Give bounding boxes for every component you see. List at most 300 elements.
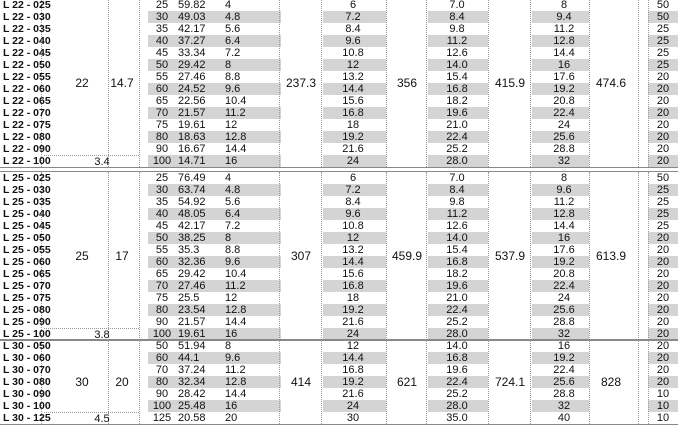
cell-pk: 25 xyxy=(656,220,670,232)
cell-v4: 24 xyxy=(557,119,571,131)
cell-pk: 20 xyxy=(656,95,670,107)
cell-v1: 12 xyxy=(225,119,238,131)
cell-m: 44.1 xyxy=(178,352,200,364)
cell-pk: 20 xyxy=(656,268,670,280)
cell-v1: 4 xyxy=(225,0,232,11)
cell-v4: 14.4 xyxy=(553,47,575,59)
cell-code: L 22 - 035 xyxy=(3,23,51,35)
cell-len: 90 xyxy=(155,316,169,328)
cell-len: 60 xyxy=(155,83,169,95)
cell-m: 32.34 xyxy=(178,376,206,388)
cell-len: 30 xyxy=(155,11,169,23)
cell-v4: 16 xyxy=(557,59,571,71)
cell-v1: 10.4 xyxy=(225,95,247,107)
cell-m: 48.05 xyxy=(178,208,206,220)
cell-v3: 14.0 xyxy=(446,232,468,244)
cell-len: 25 xyxy=(155,172,169,184)
cell-v2: 12 xyxy=(346,232,360,244)
cell-len: 90 xyxy=(155,388,169,400)
value-s2: 621 xyxy=(396,375,418,389)
cell-v1: 8 xyxy=(225,340,232,352)
cell-v3: 7.0 xyxy=(449,172,465,184)
cell-pk: 50 xyxy=(656,0,670,11)
cell-v2: 14.4 xyxy=(342,352,364,364)
cell-v3: 8.4 xyxy=(449,11,465,23)
dimension-b: 20 xyxy=(115,375,129,389)
cell-v3: 21.0 xyxy=(446,119,468,131)
cell-v4: 32 xyxy=(557,155,571,167)
cell-v4: 20.8 xyxy=(553,95,575,107)
column-divider xyxy=(589,340,590,424)
cell-v2: 10.8 xyxy=(342,47,364,59)
cell-m: 37.27 xyxy=(178,35,206,47)
cell-v4: 17.6 xyxy=(553,71,575,83)
column-divider xyxy=(386,0,387,167)
cell-m: 38.25 xyxy=(178,232,206,244)
cell-pk: 20 xyxy=(656,143,670,155)
cell-pk: 20 xyxy=(656,155,670,167)
cell-m: 20.58 xyxy=(178,412,206,424)
cell-v1: 12.8 xyxy=(225,304,247,316)
cell-pk: 20 xyxy=(656,232,670,244)
cell-v3: 25.2 xyxy=(446,388,468,400)
cell-v2: 21.6 xyxy=(342,316,364,328)
cell-v4: 19.2 xyxy=(553,256,575,268)
cell-len: 125 xyxy=(152,412,172,424)
cell-pk: 25 xyxy=(656,184,670,196)
cell-len: 55 xyxy=(155,71,169,83)
value-s3: 537.9 xyxy=(494,249,526,263)
cell-code: L 22 - 080 xyxy=(3,131,51,143)
cell-v3: 16.8 xyxy=(446,352,468,364)
cell-pk: 50 xyxy=(656,172,670,184)
cell-len: 75 xyxy=(155,292,169,304)
cell-m: 25.5 xyxy=(178,292,200,304)
value-s2: 459.9 xyxy=(391,249,423,263)
cell-v1: 8.8 xyxy=(225,244,241,256)
cell-v1: 11.2 xyxy=(225,364,246,376)
cell-v1: 8.8 xyxy=(225,71,241,83)
cell-v2: 12 xyxy=(346,340,360,352)
cell-code: L 30 - 070 xyxy=(3,364,51,376)
cell-len: 50 xyxy=(155,340,169,352)
cell-v3: 16.8 xyxy=(446,83,468,95)
cell-m: 23.54 xyxy=(178,304,206,316)
cell-v3: 11.2 xyxy=(446,35,468,47)
cell-len: 45 xyxy=(155,47,169,59)
cell-v1: 9.6 xyxy=(225,352,241,364)
cell-code: L 25 - 060 xyxy=(3,256,51,268)
cell-v4: 22.4 xyxy=(553,280,575,292)
cell-v1: 5.6 xyxy=(225,196,241,208)
cell-v3: 7.0 xyxy=(449,0,465,11)
cell-m: 19.61 xyxy=(178,119,206,131)
column-divider xyxy=(638,172,639,340)
cell-code: L 30 - 100 xyxy=(3,400,51,412)
cell-v1: 12.8 xyxy=(225,131,247,143)
cell-pk: 20 xyxy=(656,328,670,340)
cell-len: 90 xyxy=(155,143,169,155)
dimension-divider xyxy=(44,412,139,413)
cell-m: 29.42 xyxy=(178,268,206,280)
cell-v1: 5.6 xyxy=(225,23,241,35)
value-s1: 414 xyxy=(290,375,312,389)
cell-v1: 14.4 xyxy=(225,143,247,155)
cell-len: 80 xyxy=(155,376,169,388)
cell-v3: 25.2 xyxy=(446,316,468,328)
cell-v3: 14.0 xyxy=(446,59,468,71)
column-divider xyxy=(386,340,387,424)
cell-v2: 15.6 xyxy=(342,95,364,107)
cell-v2: 6 xyxy=(349,0,357,11)
column-divider xyxy=(648,0,649,167)
cell-v4: 22.4 xyxy=(553,107,575,119)
cell-m: 42.17 xyxy=(178,23,206,35)
cell-v4: 14.4 xyxy=(553,220,575,232)
cell-len: 65 xyxy=(155,268,169,280)
column-divider xyxy=(589,0,590,167)
cell-len: 70 xyxy=(155,107,169,119)
cell-code: L 30 - 060 xyxy=(3,352,51,364)
cell-v1: 4.8 xyxy=(225,184,241,196)
cell-v1: 16 xyxy=(225,400,238,412)
cell-v2: 7.2 xyxy=(345,11,361,23)
cell-code: L 30 - 050 xyxy=(3,340,51,352)
cell-code: L 25 - 055 xyxy=(3,244,51,256)
column-divider xyxy=(321,172,322,340)
column-divider xyxy=(279,172,280,340)
cell-len: 50 xyxy=(155,232,169,244)
cell-len: 25 xyxy=(155,0,169,11)
column-divider xyxy=(426,172,427,340)
cell-code: L 25 - 070 xyxy=(3,280,51,292)
cell-len: 35 xyxy=(155,196,169,208)
cell-len: 65 xyxy=(155,95,169,107)
dimension-a: 30 xyxy=(75,375,89,389)
cell-v3: 15.4 xyxy=(446,71,468,83)
cell-v2: 10.8 xyxy=(342,220,364,232)
cell-v3: 9.8 xyxy=(449,23,465,35)
dimension-b: 17 xyxy=(115,249,129,263)
column-divider xyxy=(279,340,280,424)
dimension-divider xyxy=(44,328,139,329)
cell-len: 70 xyxy=(155,280,169,292)
column-divider xyxy=(321,0,322,167)
cell-len: 55 xyxy=(155,244,169,256)
cell-len: 40 xyxy=(155,208,169,220)
cell-pk: 20 xyxy=(656,131,670,143)
cell-pk: 20 xyxy=(656,304,670,316)
cell-pk: 25 xyxy=(656,196,670,208)
cell-v4: 28.8 xyxy=(553,388,575,400)
cell-pk: 50 xyxy=(656,11,670,23)
cell-v2: 21.6 xyxy=(342,143,364,155)
cell-m: 37.24 xyxy=(178,364,206,376)
cell-pk: 25 xyxy=(656,208,670,220)
cell-code: L 22 - 050 xyxy=(3,59,51,71)
cell-pk: 10 xyxy=(656,400,670,412)
cell-len: 60 xyxy=(155,256,169,268)
cell-v2: 19.2 xyxy=(342,376,364,388)
cell-len: 50 xyxy=(155,59,169,71)
column-divider xyxy=(648,172,649,340)
cell-v4: 11.2 xyxy=(553,23,575,35)
cell-v3: 12.6 xyxy=(446,220,468,232)
cell-v1: 4.8 xyxy=(225,11,241,23)
cell-v3: 8.4 xyxy=(449,184,465,196)
column-divider xyxy=(530,172,531,340)
cell-v4: 22.4 xyxy=(553,364,575,376)
cell-len: 40 xyxy=(155,35,169,47)
cell-v3: 19.6 xyxy=(446,280,468,292)
cell-v3: 21.0 xyxy=(446,292,468,304)
cell-m: 24.52 xyxy=(178,83,206,95)
value-s4: 828 xyxy=(600,375,622,389)
column-divider xyxy=(638,0,639,167)
cell-pk: 20 xyxy=(656,244,670,256)
cell-v3: 9.8 xyxy=(449,196,465,208)
value-s3: 415.9 xyxy=(494,76,526,90)
cell-m: 51.94 xyxy=(178,340,206,352)
cell-pk: 20 xyxy=(656,256,670,268)
cell-len: 35 xyxy=(155,23,169,35)
value-s1: 237.3 xyxy=(285,76,317,90)
cell-m: 63.74 xyxy=(178,184,206,196)
column-divider xyxy=(488,172,489,340)
cell-code: L 25 - 050 xyxy=(3,232,51,244)
cell-m: 28.42 xyxy=(178,388,206,400)
cell-m: 22.56 xyxy=(178,95,206,107)
cell-v1: 16 xyxy=(225,328,238,340)
cell-v2: 9.6 xyxy=(345,208,361,220)
dimension-divider xyxy=(44,155,139,156)
cell-v3: 22.4 xyxy=(446,131,468,143)
cell-v1: 14.4 xyxy=(225,388,247,400)
cell-code: L 22 - 070 xyxy=(3,107,51,119)
cell-v4: 20.8 xyxy=(553,268,575,280)
cell-v2: 24 xyxy=(346,155,360,167)
cell-v2: 24 xyxy=(346,328,360,340)
cell-v4: 32 xyxy=(557,328,571,340)
cell-code: L 22 - 055 xyxy=(3,71,51,83)
cell-m: 27.46 xyxy=(178,71,206,83)
cell-v2: 13.2 xyxy=(342,71,364,83)
cell-v3: 18.2 xyxy=(446,95,468,107)
cell-len: 60 xyxy=(155,352,169,364)
cell-v1: 11.2 xyxy=(225,107,246,119)
cell-m: 59.82 xyxy=(178,0,206,11)
cell-v2: 30 xyxy=(346,412,360,424)
cell-v4: 19.2 xyxy=(553,352,575,364)
cell-pk: 25 xyxy=(656,23,670,35)
cell-v4: 12.8 xyxy=(553,35,575,47)
cell-m: 35.3 xyxy=(178,244,200,256)
cell-v2: 15.6 xyxy=(342,268,364,280)
column-divider xyxy=(386,172,387,340)
cell-v4: 16 xyxy=(557,340,571,352)
cell-v4: 25.6 xyxy=(553,376,575,388)
cell-v4: 24 xyxy=(557,292,571,304)
cell-m: 33.34 xyxy=(178,47,206,59)
cell-v3: 22.4 xyxy=(446,304,468,316)
cell-v4: 8 xyxy=(560,172,568,184)
cell-code: L 22 - 100 xyxy=(3,155,51,167)
cell-pk: 10 xyxy=(656,412,670,424)
cell-v1: 7.2 xyxy=(225,47,241,59)
cell-v3: 12.6 xyxy=(446,47,468,59)
cell-len: 45 xyxy=(155,220,169,232)
cell-len: 70 xyxy=(155,364,169,376)
cell-v2: 18 xyxy=(346,292,360,304)
cell-v1: 16 xyxy=(225,155,238,167)
cell-v3: 16.8 xyxy=(446,256,468,268)
cell-v1: 6.4 xyxy=(225,35,241,47)
cell-v2: 14.4 xyxy=(342,256,364,268)
cell-v4: 17.6 xyxy=(553,244,575,256)
column-divider xyxy=(488,0,489,167)
cell-pk: 20 xyxy=(656,83,670,95)
cell-code: L 25 - 030 xyxy=(3,184,51,196)
cell-m: 54.92 xyxy=(178,196,206,208)
cell-v1: 11.2 xyxy=(225,280,246,292)
cell-v4: 32 xyxy=(557,400,571,412)
cell-len: 100 xyxy=(152,328,172,340)
cell-pk: 25 xyxy=(656,47,670,59)
cell-v1: 20 xyxy=(225,412,238,424)
cell-pk: 20 xyxy=(656,280,670,292)
cell-v1: 10.4 xyxy=(225,268,247,280)
cell-m: 18.63 xyxy=(178,131,206,143)
cell-code: L 22 - 045 xyxy=(3,47,51,59)
cell-v3: 15.4 xyxy=(446,244,468,256)
cell-v2: 24 xyxy=(346,400,360,412)
cell-pk: 10 xyxy=(656,388,670,400)
cell-m: 21.57 xyxy=(178,316,206,328)
cell-pk: 20 xyxy=(656,340,670,352)
cell-pk: 20 xyxy=(656,119,670,131)
cell-v3: 28.0 xyxy=(446,155,468,167)
cell-v1: 12 xyxy=(225,292,238,304)
cell-v1: 8 xyxy=(225,59,232,71)
cell-v3: 19.6 xyxy=(446,364,468,376)
value-s4: 474.6 xyxy=(595,76,627,90)
cell-code: L 25 - 100 xyxy=(3,328,51,340)
cell-v1: 9.6 xyxy=(225,256,241,268)
cell-v4: 12.8 xyxy=(553,208,575,220)
cell-v3: 28.0 xyxy=(446,328,468,340)
column-divider xyxy=(589,172,590,340)
cell-pk: 20 xyxy=(656,316,670,328)
cell-m: 76.49 xyxy=(178,172,206,184)
cell-pk: 20 xyxy=(656,364,670,376)
cell-v3: 28.0 xyxy=(446,400,468,412)
cell-m: 27.46 xyxy=(178,280,206,292)
value-s3: 724.1 xyxy=(494,375,526,389)
column-divider xyxy=(648,340,649,424)
column-divider xyxy=(638,340,639,424)
cell-code: L 22 - 065 xyxy=(3,95,51,107)
cell-v3: 18.2 xyxy=(446,268,468,280)
value-s2: 356 xyxy=(396,76,418,90)
cell-len: 80 xyxy=(155,304,169,316)
cell-len: 30 xyxy=(155,184,169,196)
cell-v4: 11.2 xyxy=(553,196,575,208)
cell-m: 19.61 xyxy=(178,328,206,340)
cell-v2: 6 xyxy=(349,172,357,184)
cell-code: L 30 - 125 xyxy=(3,412,51,424)
cell-pk: 20 xyxy=(656,376,670,388)
dimension-a: 25 xyxy=(75,249,89,263)
cell-m: 14.71 xyxy=(178,155,206,167)
cell-v3: 14.0 xyxy=(446,340,468,352)
cell-len: 100 xyxy=(152,155,172,167)
column-divider xyxy=(488,340,489,424)
cell-v4: 9.4 xyxy=(556,11,572,23)
cell-v2: 14.4 xyxy=(342,83,364,95)
cell-v4: 8 xyxy=(560,0,568,11)
cell-v4: 25.6 xyxy=(553,131,575,143)
cell-pk: 20 xyxy=(656,107,670,119)
cell-code: L 25 - 075 xyxy=(3,292,51,304)
cell-len: 100 xyxy=(152,400,172,412)
cell-code: L 22 - 060 xyxy=(3,83,51,95)
dimension-c: 3.8 xyxy=(94,329,110,341)
cell-code: L 25 - 025 xyxy=(3,172,51,184)
cell-v2: 16.8 xyxy=(342,107,364,119)
cell-code: L 25 - 090 xyxy=(3,316,51,328)
cell-v1: 9.6 xyxy=(225,83,241,95)
cell-v1: 4 xyxy=(225,172,232,184)
cell-v1: 12.8 xyxy=(225,376,247,388)
cell-v4: 19.2 xyxy=(553,83,575,95)
cell-v2: 18 xyxy=(346,119,360,131)
dimension-c: 3.4 xyxy=(94,156,110,168)
cell-m: 29.42 xyxy=(178,59,206,71)
cell-v3: 19.6 xyxy=(446,107,468,119)
cell-m: 21.57 xyxy=(178,107,206,119)
cell-v2: 8.4 xyxy=(345,196,361,208)
cell-len: 80 xyxy=(155,131,169,143)
dimension-a: 22 xyxy=(75,76,89,90)
cell-v1: 14.4 xyxy=(225,316,247,328)
cell-code: L 22 - 025 xyxy=(3,0,51,11)
column-divider xyxy=(530,340,531,424)
cell-v2: 19.2 xyxy=(342,304,364,316)
cell-v4: 40 xyxy=(557,412,571,424)
dimension-b: 14.7 xyxy=(110,76,134,90)
cell-code: L 30 - 080 xyxy=(3,376,51,388)
cell-v4: 28.8 xyxy=(553,143,575,155)
cell-v2: 16.8 xyxy=(342,280,364,292)
cell-pk: 25 xyxy=(656,59,670,71)
cell-code: L 22 - 040 xyxy=(3,35,51,47)
cell-code: L 22 - 090 xyxy=(3,143,51,155)
cell-m: 49.03 xyxy=(178,11,206,23)
column-divider xyxy=(426,0,427,167)
value-s4: 613.9 xyxy=(595,249,627,263)
cell-v2: 7.2 xyxy=(345,184,361,196)
cell-v4: 28.8 xyxy=(553,316,575,328)
cell-v1: 8 xyxy=(225,232,232,244)
cell-code: L 22 - 030 xyxy=(3,11,51,23)
cell-m: 16.67 xyxy=(178,143,206,155)
cell-v3: 22.4 xyxy=(446,376,468,388)
cell-v4: 16 xyxy=(557,232,571,244)
cell-v1: 6.4 xyxy=(225,208,241,220)
cell-v2: 19.2 xyxy=(342,131,364,143)
cell-m: 32.36 xyxy=(178,256,206,268)
cell-v1: 7.2 xyxy=(225,220,241,232)
